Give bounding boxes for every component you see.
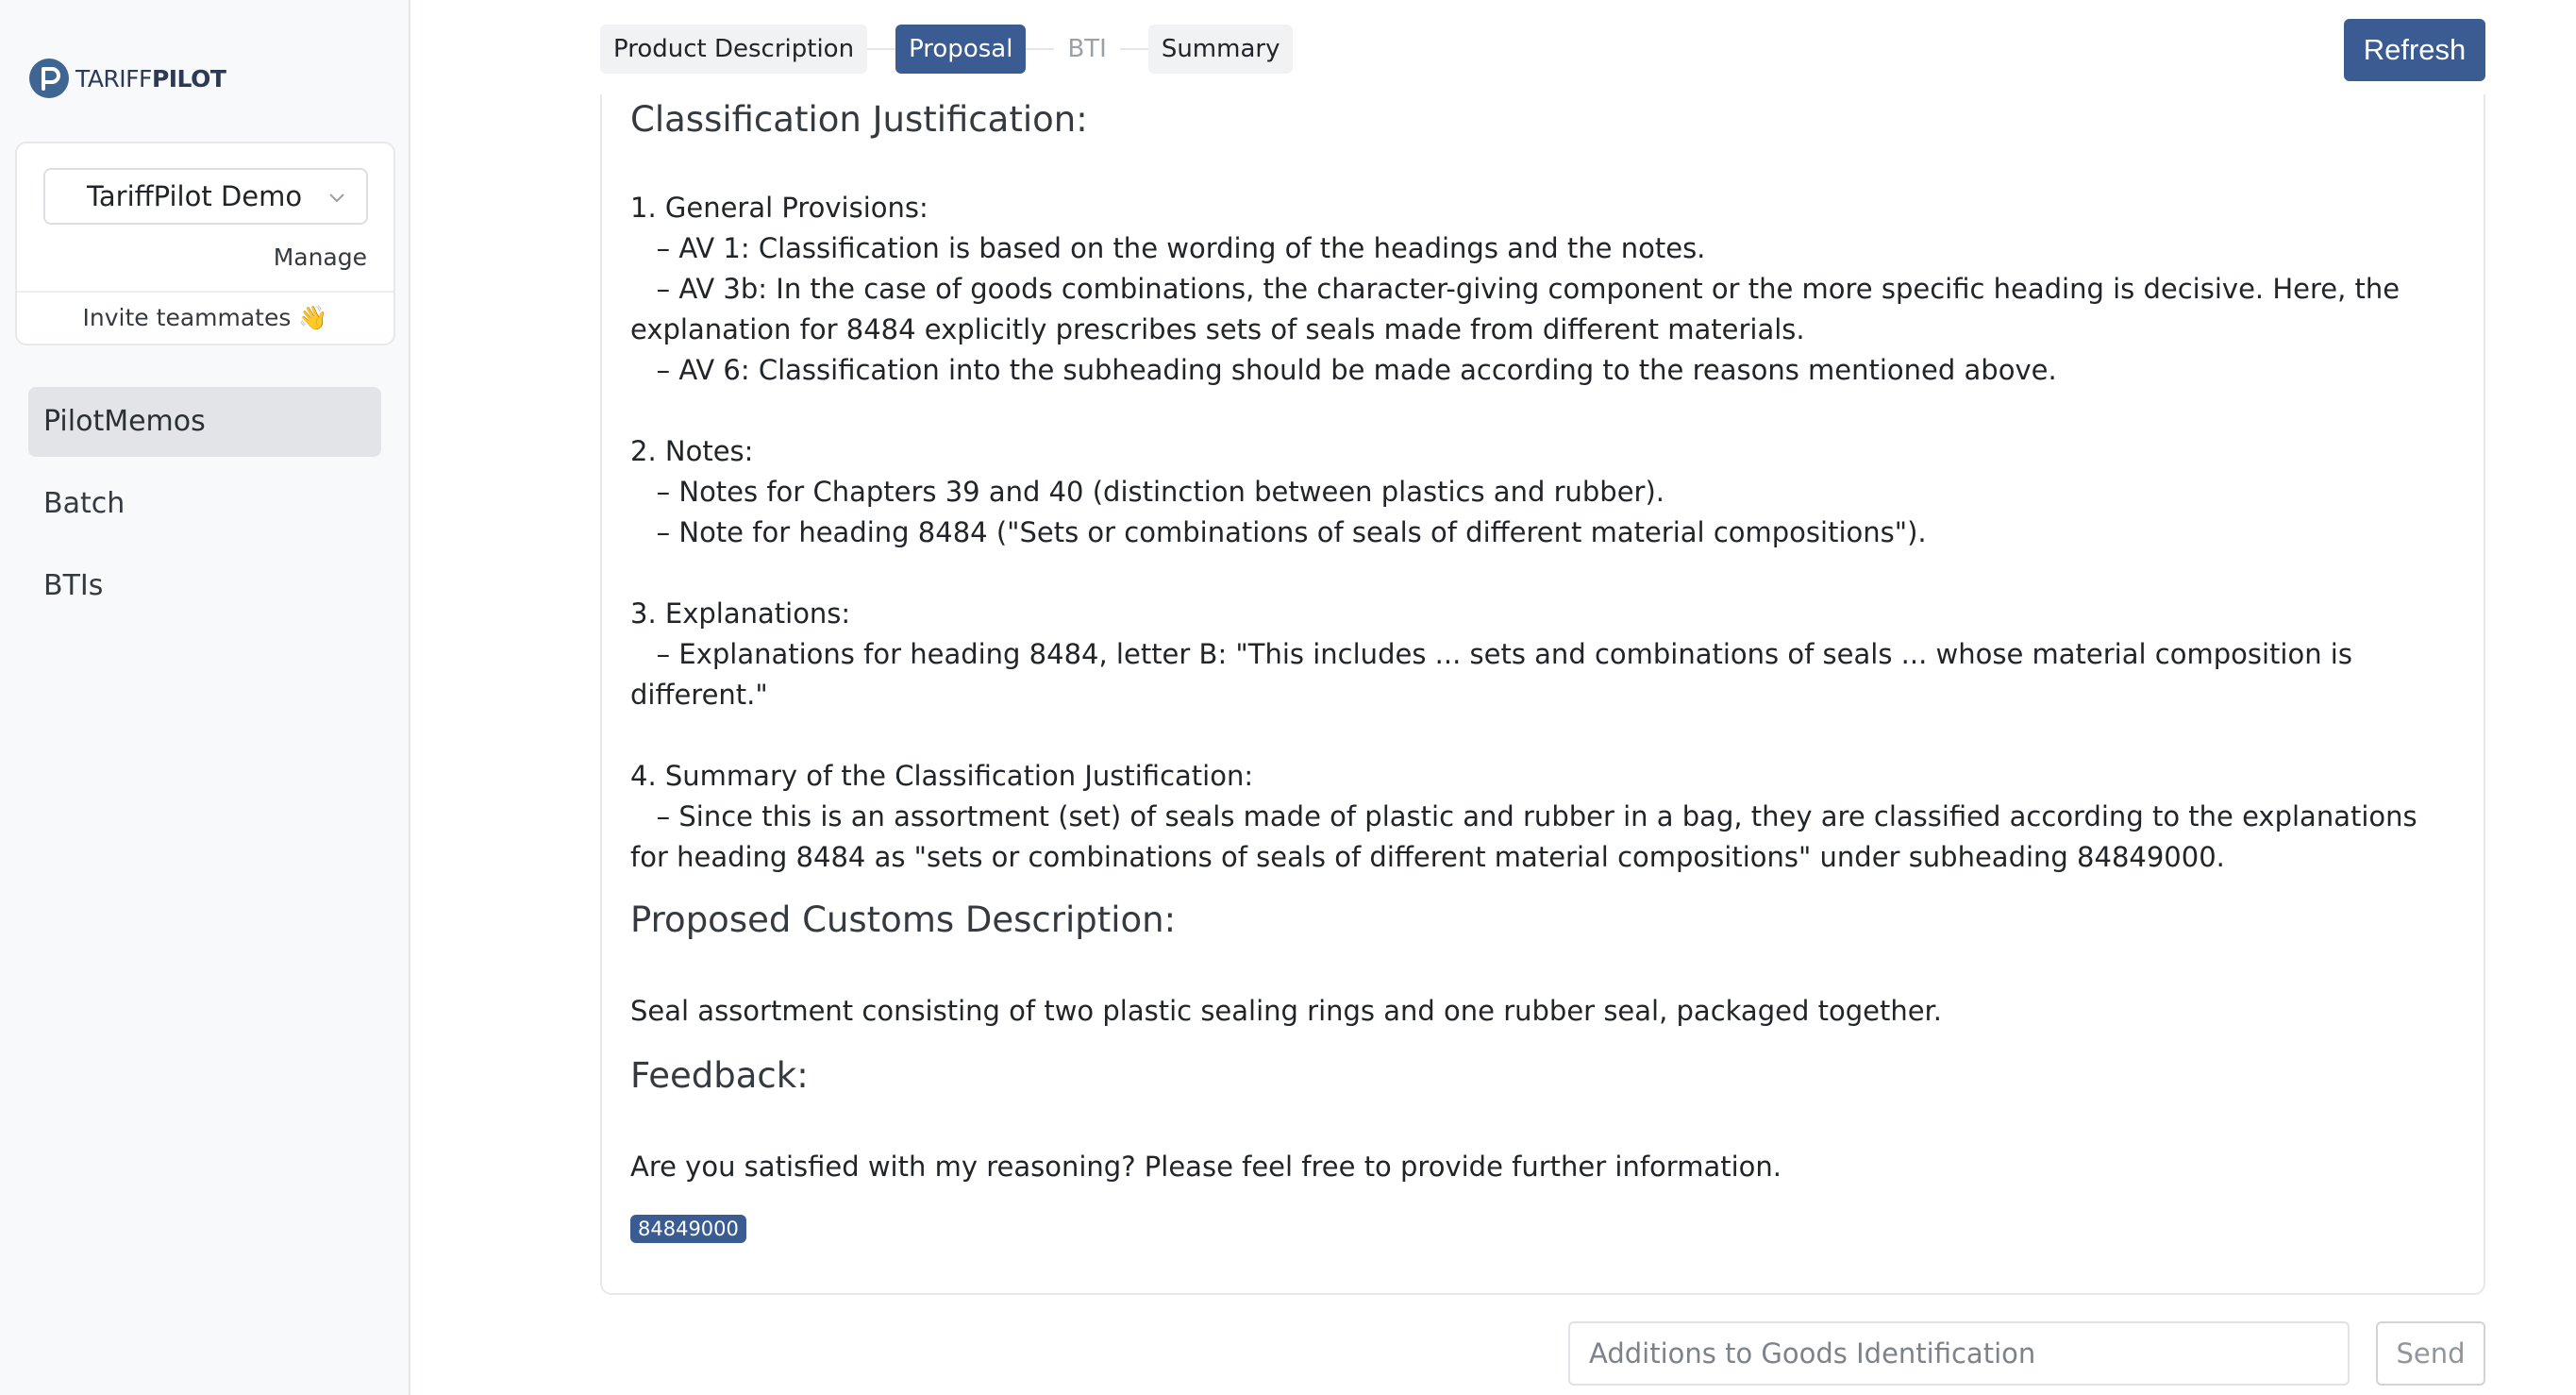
code-badge-row	[630, 1206, 2461, 1247]
sidebar-nav	[28, 387, 381, 633]
workspace-select[interactable]	[43, 168, 368, 225]
tab-summary[interactable]: Summary	[1148, 25, 1294, 74]
sidebar-item-btis[interactable]: BTIs	[43, 569, 104, 602]
notes-section	[630, 431, 2461, 553]
tab-connector	[1026, 48, 1054, 50]
workspace-card	[15, 142, 395, 345]
section-title: 1. General Provisions:	[630, 192, 928, 224]
explanations-section	[630, 594, 2461, 715]
proposal-content	[630, 94, 2461, 1247]
proposal-panel	[600, 94, 2485, 1295]
invite-teammates-button[interactable]: Invite teammates 👋	[82, 304, 328, 331]
list-item: – Explanations for heading 8484, letter B: "This includes ... sets and combinations of seals ... whose material composition is different."	[630, 638, 2362, 711]
goods-identification-input[interactable]	[1568, 1321, 2350, 1386]
customs-description-heading: Proposed Customs Description:	[630, 899, 1177, 940]
feedback-heading: Feedback:	[630, 1055, 809, 1096]
feedback-text: Are you satisfied with my reasoning? Please feel free to provide further information.	[630, 1151, 1781, 1183]
brand-logo[interactable]	[28, 57, 226, 100]
section-title: 3. Explanations:	[630, 597, 851, 630]
list-item: – AV 1: Classification is based on the wording of the headings and the notes.	[630, 232, 1706, 264]
divider	[17, 291, 393, 293]
general-provisions-section	[630, 188, 2461, 391]
list-item: – Note for heading 8484 ("Sets or combinations of seals of different material compositions").	[630, 516, 1927, 548]
tab-bar	[600, 25, 1293, 74]
workspace-select-value: TariffPilot Demo	[87, 180, 303, 212]
list-item: – Since this is an assortment (set) of seals made of plastic and rubber in a bag, they are classified according to the explanations for heading 8484 as "sets or combinations of seals of different material compositions" under subheading 84849000.	[630, 800, 2426, 873]
tab-connector	[867, 48, 895, 50]
justification-heading: Classification Justification:	[630, 99, 1088, 140]
tab-bti[interactable]: BTI	[1067, 35, 1107, 63]
list-item: – Notes for Chapters 39 and 40 (distinction between plastics and rubber).	[630, 476, 1664, 508]
customs-description-text: Seal assortment consisting of two plastic sealing rings and one rubber seal, packaged together.	[630, 995, 1943, 1027]
manage-link[interactable]: Manage	[273, 244, 367, 271]
brand-name: TARIFFPILOT	[75, 64, 226, 92]
tariff-code-badge: 84849000	[630, 1215, 746, 1243]
tab-connector	[1120, 48, 1148, 50]
refresh-button[interactable]: Refresh	[2344, 19, 2485, 81]
list-item: – AV 3b: In the case of goods combinations, the character-giving component or the more specific heading is decisive. Here, the explanation for 8484 explicitly prescribes sets of seals made from different materials.	[630, 273, 2409, 345]
tab-product-description[interactable]: Product Description	[600, 25, 867, 74]
sidebar-item-pilotmemos[interactable]: PilotMemos	[28, 387, 381, 457]
section-title: 2. Notes:	[630, 435, 754, 467]
section-title: 4. Summary of the Classification Justification:	[630, 760, 1254, 792]
tariffpilot-logo-icon	[28, 58, 70, 99]
list-item: – AV 6: Classification into the subheading should be made according to the reasons mentioned above.	[630, 354, 2057, 386]
chevron-down-icon	[325, 185, 349, 210]
summary-section	[630, 756, 2461, 878]
sidebar-item-batch[interactable]: Batch	[43, 487, 125, 520]
sidebar	[0, 0, 410, 1395]
tab-proposal[interactable]: Proposal	[895, 25, 1026, 74]
send-button[interactable]: Send	[2376, 1321, 2485, 1386]
